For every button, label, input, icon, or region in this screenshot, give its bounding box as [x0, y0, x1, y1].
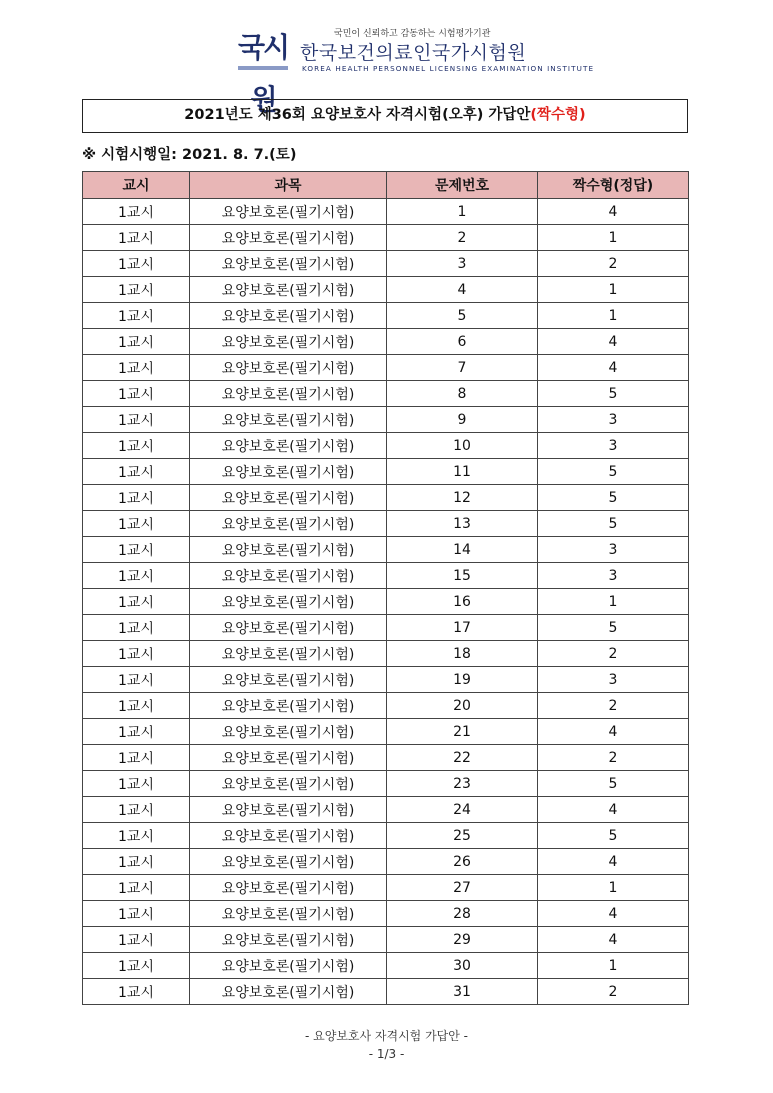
session-cell: 1교시	[83, 251, 190, 277]
subject-cell: 요양보호론(필기시험)	[190, 745, 387, 771]
page-number: - 1/3 -	[368, 1047, 405, 1061]
session-cell: 1교시	[83, 901, 190, 927]
answer-cell: 5	[538, 771, 689, 797]
question-number-cell: 1	[387, 199, 538, 225]
subject-cell: 요양보호론(필기시험)	[190, 797, 387, 823]
subject-cell: 요양보호론(필기시험)	[190, 849, 387, 875]
answer-cell: 4	[538, 329, 689, 355]
session-cell: 1교시	[83, 693, 190, 719]
question-number-cell: 7	[387, 355, 538, 381]
table-row	[83, 979, 689, 1005]
table-row	[83, 693, 689, 719]
subject-cell: 요양보호론(필기시험)	[190, 927, 387, 953]
document-title-box	[82, 99, 688, 133]
subject-cell: 요양보호론(필기시험)	[190, 277, 387, 303]
table-row	[83, 459, 689, 485]
question-number-cell: 29	[387, 927, 538, 953]
subject-cell: 요양보호론(필기시험)	[190, 225, 387, 251]
answer-cell: 5	[538, 615, 689, 641]
answer-cell: 4	[538, 927, 689, 953]
table-header-row	[83, 172, 689, 199]
question-number-cell: 23	[387, 771, 538, 797]
table-row	[83, 589, 689, 615]
session-cell: 1교시	[83, 719, 190, 745]
table-row	[83, 901, 689, 927]
table-row	[83, 251, 689, 277]
institute-name-korean: 한국보건의료인국가시험원	[300, 42, 527, 64]
session-cell: 1교시	[83, 615, 190, 641]
subject-cell: 요양보호론(필기시험)	[190, 303, 387, 329]
subject-cell: 요양보호론(필기시험)	[190, 329, 387, 355]
question-number-cell: 30	[387, 953, 538, 979]
logo-accent-bar	[238, 66, 288, 70]
table-row	[83, 407, 689, 433]
table-row	[83, 849, 689, 875]
subject-cell: 요양보호론(필기시험)	[190, 875, 387, 901]
session-cell: 1교시	[83, 979, 190, 1005]
subject-cell: 요양보호론(필기시험)	[190, 719, 387, 745]
question-number-cell: 15	[387, 563, 538, 589]
table-row	[83, 537, 689, 563]
column-header-answer: 짝수형(정답)	[538, 172, 689, 199]
question-number-cell: 20	[387, 693, 538, 719]
answer-cell: 2	[538, 693, 689, 719]
subject-cell: 요양보호론(필기시험)	[190, 199, 387, 225]
document-title: 2021년도 제36회 요양보호사 자격시험(오후) 가답안	[184, 107, 531, 123]
question-number-cell: 19	[387, 667, 538, 693]
subject-cell: 요양보호론(필기시험)	[190, 511, 387, 537]
answer-cell: 1	[538, 225, 689, 251]
session-cell: 1교시	[83, 199, 190, 225]
session-cell: 1교시	[83, 849, 190, 875]
session-cell: 1교시	[83, 225, 190, 251]
question-number-cell: 10	[387, 433, 538, 459]
subject-cell: 요양보호론(필기시험)	[190, 693, 387, 719]
table-row	[83, 719, 689, 745]
answer-cell: 4	[538, 719, 689, 745]
question-number-cell: 18	[387, 641, 538, 667]
question-number-cell: 26	[387, 849, 538, 875]
institute-logo	[232, 22, 294, 116]
answer-cell: 2	[538, 641, 689, 667]
session-cell: 1교시	[83, 511, 190, 537]
question-number-cell: 17	[387, 615, 538, 641]
question-number-cell: 9	[387, 407, 538, 433]
subject-cell: 요양보호론(필기시험)	[190, 433, 387, 459]
question-number-cell: 28	[387, 901, 538, 927]
question-number-cell: 6	[387, 329, 538, 355]
session-cell: 1교시	[83, 797, 190, 823]
answer-cell: 2	[538, 251, 689, 277]
table-row	[83, 771, 689, 797]
table-row	[83, 355, 689, 381]
question-number-cell: 11	[387, 459, 538, 485]
answer-cell: 3	[538, 433, 689, 459]
table-row	[83, 641, 689, 667]
answer-cell: 5	[538, 381, 689, 407]
subject-cell: 요양보호론(필기시험)	[190, 381, 387, 407]
subject-cell: 요양보호론(필기시험)	[190, 641, 387, 667]
answer-cell: 4	[538, 355, 689, 381]
table-row	[83, 511, 689, 537]
session-cell: 1교시	[83, 433, 190, 459]
answer-cell: 4	[538, 901, 689, 927]
column-header-session: 교시	[83, 172, 190, 199]
session-cell: 1교시	[83, 563, 190, 589]
session-cell: 1교시	[83, 277, 190, 303]
subject-cell: 요양보호론(필기시험)	[190, 953, 387, 979]
session-cell: 1교시	[83, 459, 190, 485]
table-row	[83, 199, 689, 225]
answer-cell: 2	[538, 979, 689, 1005]
question-number-cell: 13	[387, 511, 538, 537]
subject-cell: 요양보호론(필기시험)	[190, 563, 387, 589]
answer-cell: 1	[538, 875, 689, 901]
answer-cell: 5	[538, 511, 689, 537]
answer-cell: 4	[538, 199, 689, 225]
answer-cell: 1	[538, 953, 689, 979]
column-header-question-number: 문제번호	[387, 172, 538, 199]
table-row	[83, 797, 689, 823]
exam-date: ※ 시험시행일: 2021. 8. 7.(토)	[82, 147, 297, 163]
table-row	[83, 381, 689, 407]
answer-cell: 3	[538, 407, 689, 433]
session-cell: 1교시	[83, 953, 190, 979]
subject-cell: 요양보호론(필기시험)	[190, 901, 387, 927]
answer-rows	[83, 199, 689, 1005]
subject-cell: 요양보호론(필기시험)	[190, 589, 387, 615]
session-cell: 1교시	[83, 355, 190, 381]
answer-cell: 5	[538, 823, 689, 849]
question-number-cell: 31	[387, 979, 538, 1005]
session-cell: 1교시	[83, 329, 190, 355]
answer-cell: 3	[538, 537, 689, 563]
document-title-variant: (짝수형)	[530, 107, 586, 123]
answer-cell: 5	[538, 459, 689, 485]
session-cell: 1교시	[83, 823, 190, 849]
session-cell: 1교시	[83, 485, 190, 511]
question-number-cell: 2	[387, 225, 538, 251]
question-number-cell: 24	[387, 797, 538, 823]
answer-cell: 4	[538, 797, 689, 823]
table-row	[83, 303, 689, 329]
question-number-cell: 4	[387, 277, 538, 303]
table-row	[83, 667, 689, 693]
question-number-cell: 21	[387, 719, 538, 745]
session-cell: 1교시	[83, 667, 190, 693]
question-number-cell: 14	[387, 537, 538, 563]
question-number-cell: 8	[387, 381, 538, 407]
question-number-cell: 3	[387, 251, 538, 277]
institute-name-english: KOREA HEALTH PERSONNEL LICENSING EXAMINATION INSTITUTE	[302, 64, 595, 73]
subject-cell: 요양보호론(필기시험)	[190, 459, 387, 485]
table-row	[83, 615, 689, 641]
question-number-cell: 25	[387, 823, 538, 849]
question-number-cell: 12	[387, 485, 538, 511]
subject-cell: 요양보호론(필기시험)	[190, 823, 387, 849]
table-row	[83, 563, 689, 589]
institute-tagline: 국민이 신뢰하고 감동하는 시험평가기관	[334, 29, 491, 39]
table-row	[83, 329, 689, 355]
table-row	[83, 875, 689, 901]
table-row	[83, 485, 689, 511]
answer-cell: 2	[538, 745, 689, 771]
subject-cell: 요양보호론(필기시험)	[190, 355, 387, 381]
session-cell: 1교시	[83, 537, 190, 563]
subject-cell: 요양보호론(필기시험)	[190, 537, 387, 563]
answer-cell: 1	[538, 589, 689, 615]
table-row	[83, 823, 689, 849]
session-cell: 1교시	[83, 303, 190, 329]
session-cell: 1교시	[83, 381, 190, 407]
logo-text: 국시원	[237, 31, 289, 116]
subject-cell: 요양보호론(필기시험)	[190, 485, 387, 511]
table-row	[83, 745, 689, 771]
session-cell: 1교시	[83, 641, 190, 667]
table-row	[83, 225, 689, 251]
session-cell: 1교시	[83, 875, 190, 901]
subject-cell: 요양보호론(필기시험)	[190, 979, 387, 1005]
session-cell: 1교시	[83, 589, 190, 615]
subject-cell: 요양보호론(필기시험)	[190, 407, 387, 433]
answer-cell: 1	[538, 277, 689, 303]
answer-key-table	[82, 171, 689, 1005]
subject-cell: 요양보호론(필기시험)	[190, 251, 387, 277]
answer-cell: 1	[538, 303, 689, 329]
session-cell: 1교시	[83, 745, 190, 771]
session-cell: 1교시	[83, 771, 190, 797]
table-row	[83, 953, 689, 979]
answer-cell: 3	[538, 563, 689, 589]
session-cell: 1교시	[83, 927, 190, 953]
footer-caption: - 요양보호사 자격시험 가답안 -	[304, 1029, 469, 1043]
subject-cell: 요양보호론(필기시험)	[190, 667, 387, 693]
answer-cell: 3	[538, 667, 689, 693]
question-number-cell: 5	[387, 303, 538, 329]
question-number-cell: 22	[387, 745, 538, 771]
session-cell: 1교시	[83, 407, 190, 433]
question-number-cell: 16	[387, 589, 538, 615]
answer-cell: 5	[538, 485, 689, 511]
subject-cell: 요양보호론(필기시험)	[190, 771, 387, 797]
column-header-subject: 과목	[190, 172, 387, 199]
subject-cell: 요양보호론(필기시험)	[190, 615, 387, 641]
table-row	[83, 927, 689, 953]
table-row	[83, 277, 689, 303]
answer-cell: 4	[538, 849, 689, 875]
table-row	[83, 433, 689, 459]
question-number-cell: 27	[387, 875, 538, 901]
